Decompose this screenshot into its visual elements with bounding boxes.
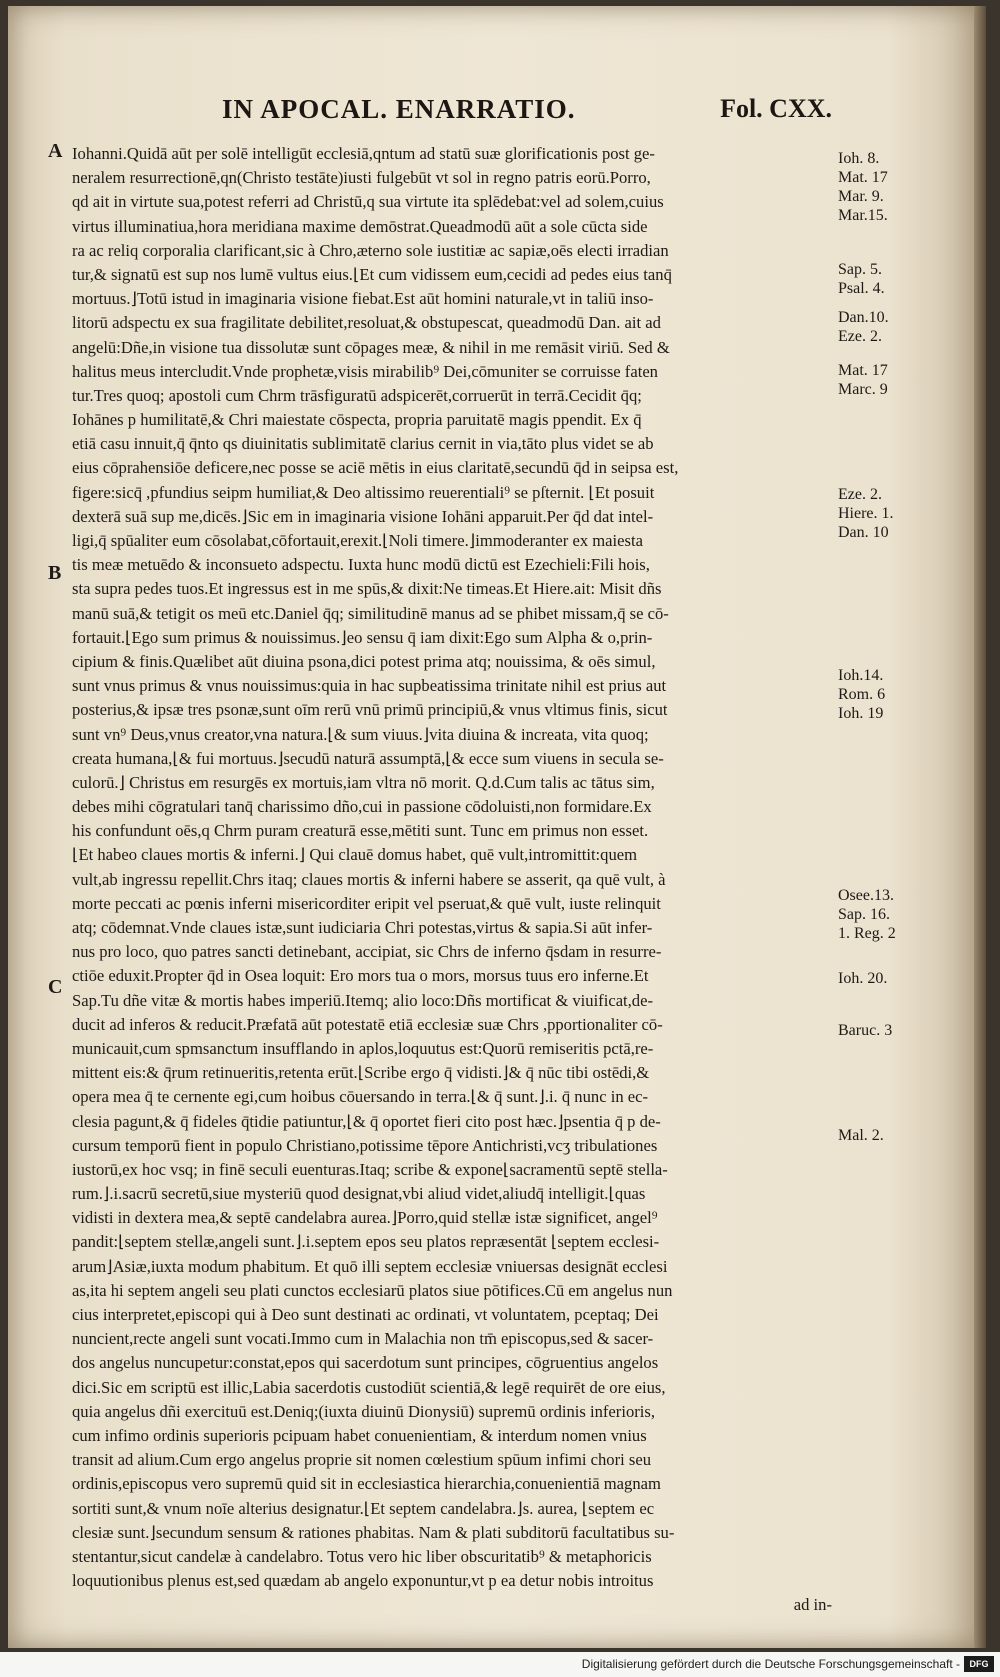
digitization-credit: Digitalisierung gefördert durch die Deutsche Forschungsgemeinschaft - <box>581 1657 960 1671</box>
section-letter-a: A <box>48 140 63 162</box>
book-edge <box>974 6 986 1648</box>
margin-note: Osee.13. <box>838 887 894 904</box>
text-line: vult,ab ingressu repellit.Chrs itaq; claues mortis & inferni habere se asserit, qa quē vult, à <box>72 869 666 889</box>
margin-note: Rom. 6 <box>838 686 886 703</box>
margin-note: Mal. 2. <box>838 1127 884 1144</box>
margin-note: Eze. 2. <box>838 486 882 503</box>
margin-note: Mat. 17 <box>838 169 888 186</box>
text-line: litorū adspectu ex sua fragilitate debilitet,resoluat,& obstupescat, queadmodū Dan. ait ad <box>72 313 661 333</box>
text-line: municauit,cum spmsanctum insufflando in aplos,loquutus est:Quorū remiseritis pctā,re- <box>72 1038 654 1058</box>
digitization-credit-bar <box>0 1652 1000 1677</box>
text-line: culorū.⌋ Christus em resurgēs ex mortuis,iam vltra nō morit. Q.d.Cum talis ac tātus sim, <box>72 772 655 792</box>
margin-note: Ioh.14. <box>838 667 884 684</box>
text-line: figere:sicq̄ ,pfundius seipm humiliat,& Deo altissimo reuerentiali⁹ se pſternit. ⌊Et posuit <box>72 482 655 502</box>
text-line: angelū:Dñe,in visione tua dissolutæ sunt cōpages meæ, & nihil in me remāsit viriū. Sed & <box>72 337 670 357</box>
text-line: Sap.Tu dñe vitæ & mortis habes imperiū.Itemq; alio loco:Dñs mortificat & viuificat,de- <box>72 990 653 1010</box>
margin-note: Mar. 9. <box>838 188 884 205</box>
text-line: mittent eis:& q̄rum retinueritis,retenta erūt.⌊Scribe ergo q̄ vidisti.⌋& q̄ nūc tibi ostēdi,& <box>72 1063 650 1083</box>
margin-note: Sap. 16. <box>838 906 890 923</box>
margin-note: Mar.15. <box>838 207 888 224</box>
text-line: dexterā suā sup me,dicēs.⌋Sic em in imaginaria visione Iohāni apparuit.Per q̄d dat intel- <box>72 506 654 526</box>
text-line: arum⌋Asiæ,iuxta modum phabitum. Et quō illi septem ecclesiæ vniuersas designāt ecclesi <box>72 1256 668 1276</box>
margin-note: Hiere. 1. <box>838 505 894 522</box>
text-line: ducit ad inferos & reducit.Præfatā aūt potestatē etiā ecclesiæ suæ Chrs ,pportionaliter cō- <box>72 1014 663 1034</box>
text-line: tur,& signatū est sup nos lumē vultus eius.⌊Et cum vidissem eum,cecidi ad pedes eius tanq̄ <box>72 264 672 284</box>
text-line: cursum temporū fient in populo Christiano,potissime tēpore Antichristi,vcʒ tribulationes <box>72 1135 658 1155</box>
text-line: opera mea q̄ te cernente egi,cum hoibus cōuersando in terra.⌊& q̄ sunt.⌋.i. q̄ nunc in ec- <box>72 1087 649 1107</box>
text-line: sunt vnus primus & vnus nouissimus:quia in hac supbeatissima trinitate nihil est prius aut <box>72 676 667 696</box>
margin-note: Sap. 5. <box>838 261 882 278</box>
text-line: pandit:⌊septem stellæ,angeli sunt.⌋.i.septem epos seu platos repræsentāt ⌊septem ecclesi- <box>72 1232 660 1252</box>
text-line: creata humana,⌊& fui mortuus.⌋secudū naturā assumptā,⌊& ecce sum viuens in secula se- <box>72 748 664 768</box>
text-line: eius cōprahensiōe deficere,nec posse se aciē mētis in eius claritatē,secundū q̄d in seipsa est, <box>72 458 679 478</box>
text-line: cipium & finis.Quælibet aūt diuina psona,dici potest prima atq; nouissima, & oēs simul, <box>72 651 656 671</box>
margin-note: Ioh. 20. <box>838 970 888 987</box>
text-line: ordinis,episcopus vero supremū quid sit in ecclesiastica hierarchia,conuenientiā magnam <box>72 1474 661 1494</box>
text-line: as,ita hi septem angeli seu plati cunctos ecclesiarū platos siue pōtifices.Cū em angelus nun <box>72 1280 673 1300</box>
text-line: Iohānes p humilitatē,& Chri maiestate cōspecta, propria paruitatē magis ppendit. Ex q̄ <box>72 410 642 430</box>
section-letter-b: B <box>48 562 62 584</box>
margin-note: Mat. 17 <box>838 362 888 379</box>
margin-note: Ioh. 8. <box>838 150 880 167</box>
margin-note: 1. Reg. 2 <box>838 925 896 942</box>
text-line: transit ad alium.Cum ergo angelus proprie sit nomen cœlestium spūum infimi chori seu <box>72 1450 651 1470</box>
text-line: clesiæ sunt.⌋secundum sensum & rationes phabitas. Nam & plati subditorū facultatibus su- <box>72 1522 675 1542</box>
margin-note: Baruc. 3 <box>838 1022 893 1039</box>
margin-note: Eze. 2. <box>838 328 882 345</box>
text-line: posterius,& ipsæ tres psonæ,sunt oīm rerū vnū primū principiū,& vnus vltimus finis, sicut <box>72 700 668 720</box>
text-line: ad in- <box>793 1595 832 1615</box>
text-line: virtus illuminatiua,hora meridiana maxime demōstrat.Queadmodū aūt a sole cūcta side <box>72 216 648 236</box>
margin-note: Ioh. 19 <box>838 705 884 722</box>
text-line: nus pro loco, quo patres sancti detinebant, accipiat, sic Chrs de inferno q̄sdam in resurre- <box>72 942 662 962</box>
text-line: ligi,q̄ spūaliter eum cōsolabat,cōfortauit,erexit.⌊Noli timere.⌋immoderanter ex maiesta <box>72 531 643 550</box>
text-line: cum infimo ordinis superioris pcipuam habet conuenientiam, & interdum nomen vnius <box>72 1425 647 1445</box>
text-line: nuncient,recte angeli sunt vocati.Immo cum in Malachia non tm̄ episcopus,sed & sacer- <box>72 1329 654 1349</box>
margin-note: Dan. 10 <box>838 524 889 541</box>
text-line: tis meæ metuēdo & inconsueto adspectu. Iuxta hunc modū dictū est Ezechieli:Fili hois, <box>72 555 650 575</box>
text-line: morte peccati ac pœnis inferni misericorditer eripit vel pseruat,& quē vult, iuste relinquit <box>72 893 661 913</box>
margin-note: Dan.10. <box>838 309 889 326</box>
text-line: halitus meus intercludit.Vnde prophetæ,visis mirabilib⁹ Dei,cōmuniter se corruisse faten <box>72 361 658 381</box>
text-line: dici.Sic em scriptū est illic,Labia sacerdotis custodiūt scientiā,& legē requirēt de ore eius, <box>72 1377 666 1397</box>
text-line: vidisti in dextera mea,& septē candelabra aurea.⌋Porro,quid stellæ istæ significet, angel⁹ <box>72 1208 658 1228</box>
text-line: clesia pagunt,& q̄ fideles q̄tidie patiuntur,⌊& q̄ oportet fieri cito post hæc.⌋psentia q̄ p de- <box>72 1111 661 1131</box>
text-line: tur.Tres quoq; apostoli cum Chrm trāsfiguratū adspicerēt,corruerūt in terrā.Cecidit q̄q; <box>72 385 642 405</box>
commentary-body <box>72 142 832 1617</box>
text-line: his confundunt oēs,q Chrm puram creaturā esse,mētiti sunt. Tunc em primus non esset. <box>72 821 649 841</box>
text-line: etiā casu innuit,q̄ q̄nto qs diuinitatis sublimitatē clarius cernit in via,tāto plus videt se ab <box>72 434 654 454</box>
text-line: rum.⌋.i.sacrū secretū,siue mysteriū quod designat,vbi aliud videt,aliudq̄ intelligit.⌊quas <box>72 1184 646 1204</box>
text-line: iustorū,ex hoc vsq; in finē seculi euenturas.Itaq; scribe & expone⌊sacramentū septē stella- <box>72 1159 668 1179</box>
text-line: qd ait in virtute sua,potest referri ad Christū,q sua virtute ita splēdebat:vel ad solem,cuius <box>72 192 664 212</box>
text-line: ⌊Et habeo claues mortis & inferni.⌋ Qui clauē domus habet, quē vult,intromittit:quem <box>72 845 638 865</box>
text-line: Iohanni.Quidā aūt per solē intelligūt ecclesiā,qntum ad statū suæ glorificationis post ge- <box>72 144 655 163</box>
text-line: quia angelus dñi exercituū est.Deniq;(iuxta diuinū Dionysiū) supremū ordinis inferioris, <box>72 1401 655 1421</box>
running-title: IN APOCAL. ENARRATIO. <box>222 94 576 124</box>
dfg-logo: DFG <box>964 1656 994 1672</box>
text-line: fortauit.⌊Ego sum primus & nouissimus.⌋eo sensu q̄ iam dixit:Ego sum Alpha & o,prin- <box>72 627 653 647</box>
text-line: stentantur,sicut candelæ à candelabro. Totus vero hic liber obscuritatib⁹ & metaphoricis <box>72 1546 652 1566</box>
text-line: neralem resurrectionē,qn(Christo testāte)iusti fulgebūt vt sol in regno patris eorū.Porro, <box>72 168 651 188</box>
text-line: sta supra pedes tuos.Et ingressus est in me spūs,& dixit:Ne timeas.Et Hiere.ait: Misit dñs <box>72 579 662 599</box>
text-line: mortuus.⌋Totū istud in imaginaria visione fiebat.Est aūt homini naturale,vt in taliū inso- <box>72 289 654 309</box>
text-line: ra ac reliq corporalia clarificant,sic à Chro,æterno sole iustitiæ ac sapiæ,oēs electi irradian <box>72 240 669 260</box>
text-line: ctiōe eduxit.Propter q̄d in Osea loquit: Ero mors tua o mors, morsus tuus ero inferne.Et <box>72 966 649 986</box>
folio-number: Fol. CXX. <box>720 94 832 123</box>
text-line: debes mihi cōgratulari tanq̄ charissimo dño,cui in passione cōdoluisti,non formidare.Ex <box>72 797 652 817</box>
text-line: loquutionibus plenus est,sed quædam ab angelo exponuntur,vt p ea detur nobis introitus <box>72 1571 654 1591</box>
section-letter-c: C <box>48 976 63 998</box>
text-line: cius interpretet,episcopi qui à Deo sunt destinati ac ordinati, vt voluntatem, pceptaq; Dei <box>72 1305 659 1324</box>
margin-note: Psal. 4. <box>838 280 885 297</box>
text-line: sortiti sunt,& vnum noīe alterius designatur.⌊Et septem candelabra.⌋s. aurea, ⌊septem ec <box>72 1498 655 1518</box>
running-header <box>222 94 832 134</box>
text-line: manū suā,& tetigit os meū etc.Daniel q̄q; similitudinē manus ad se phibet missam,q̄ se cō- <box>72 603 669 623</box>
text-line: sunt vn⁹ Deus,vnus creator,vna natura.⌊& sum viuus.⌋vita diuina & increata, vita quoq; <box>72 724 649 744</box>
margin-note: Marc. 9 <box>838 381 888 398</box>
paper-page <box>8 6 986 1648</box>
text-line: dos angelus nuncupetur:constat,epos qui sacerdotum sunt principes, cōgruentius angelos <box>72 1353 659 1373</box>
text-line: atq; cōdemnat.Vnde claues istæ,sunt iudiciaria Chri potestas,virtus & sapia.Si aūt infer- <box>72 918 653 937</box>
